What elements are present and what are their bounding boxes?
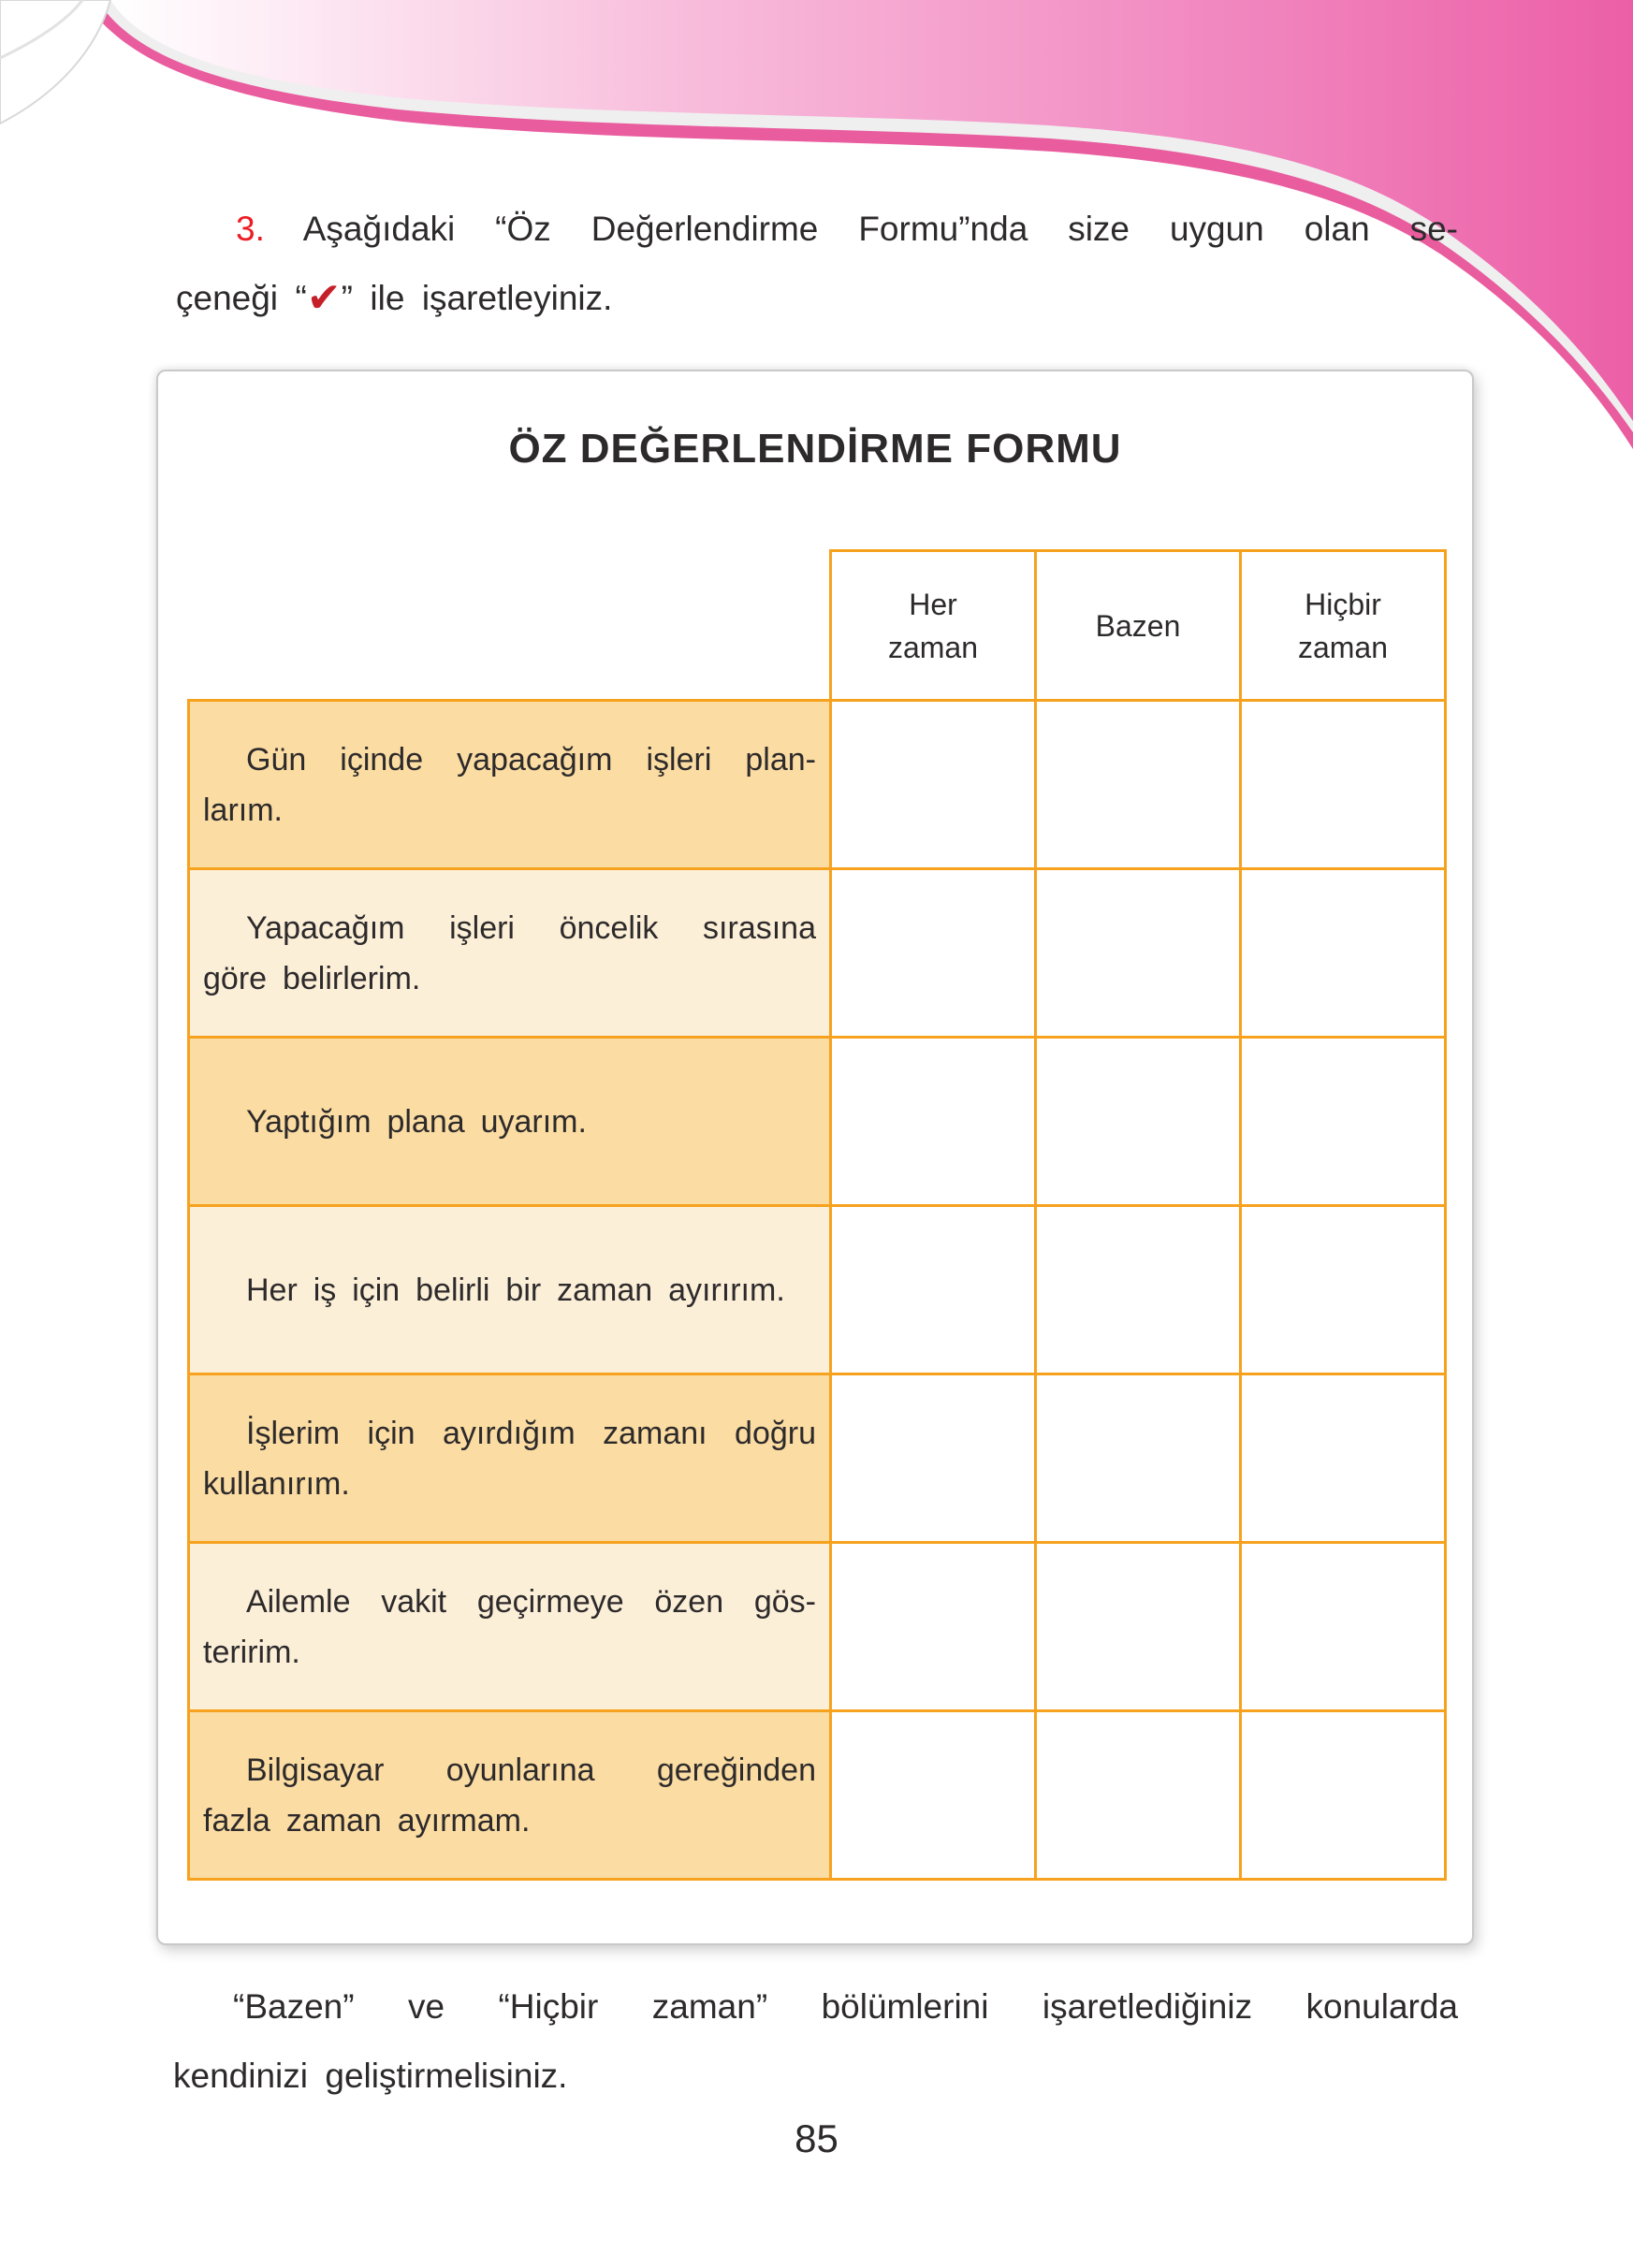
answer-cell-r2-hicbir-zaman[interactable]: [1241, 869, 1446, 1038]
evaluation-form-card: [156, 370, 1474, 1945]
answer-cell-r6-her-zaman[interactable]: [831, 1543, 1036, 1711]
instruction-paragraph: [176, 195, 1458, 333]
form-title: ÖZ DEĞERLENDİRME FORMU: [508, 426, 1122, 472]
statement-cell: Gün içinde yapacağım işleri plan- larım.: [189, 701, 831, 869]
column-header-her-zaman: Her zaman: [831, 551, 1036, 701]
statement-cell: Ailemle vakit geçirmeye özen gös- teririm.: [189, 1543, 831, 1711]
answer-cell-r7-her-zaman[interactable]: [831, 1711, 1036, 1880]
checkmark-icon: ✔: [306, 275, 342, 321]
table-row: [189, 1711, 1446, 1880]
corner-curl: [0, 0, 110, 124]
instruction-line-2: çeneği “✔” ile işaretleyiniz.: [176, 275, 613, 321]
answer-cell-r2-bazen[interactable]: [1036, 869, 1241, 1038]
table-row: [189, 1038, 1446, 1206]
question-number: 3.: [236, 210, 265, 248]
answer-cell-r5-bazen[interactable]: [1036, 1374, 1241, 1543]
table-row: [189, 1206, 1446, 1374]
answer-cell-r3-hicbir-zaman[interactable]: [1241, 1038, 1446, 1206]
answer-cell-r3-bazen[interactable]: [1036, 1038, 1241, 1206]
instruction-line-1: 3. Aşağıdaki “Öz Değerlendirme Formu”nda size uygun olan se-: [236, 210, 1458, 248]
answer-cell-r3-her-zaman[interactable]: [831, 1038, 1036, 1206]
answer-cell-r6-hicbir-zaman[interactable]: [1241, 1543, 1446, 1711]
column-header-hicbir-zaman: Hiçbir zaman: [1241, 551, 1446, 701]
answer-cell-r4-bazen[interactable]: [1036, 1206, 1241, 1374]
header-spacer: [189, 551, 831, 701]
statement-cell: Yaptığım plana uyarım.: [189, 1038, 831, 1206]
table-row: [189, 1543, 1446, 1711]
table-row: [189, 1374, 1446, 1543]
footer-note: [173, 1972, 1458, 2111]
statement-cell: Yapacağım işleri öncelik sırasına göre belirlerim.: [189, 869, 831, 1038]
footer-line-1: “Bazen” ve “Hiçbir zaman” bölümlerini işaretlediğiniz konularda: [233, 1987, 1458, 2026]
answer-cell-r5-hicbir-zaman[interactable]: [1241, 1374, 1446, 1543]
answer-cell-r4-hicbir-zaman[interactable]: [1241, 1206, 1446, 1374]
evaluation-table: [187, 549, 1447, 1881]
table-row: [189, 869, 1446, 1038]
column-header-bazen: Bazen: [1036, 551, 1241, 701]
answer-cell-r4-her-zaman[interactable]: [831, 1206, 1036, 1374]
statement-cell: İşlerim için ayırdığım zamanı doğru kullanırım.: [189, 1374, 831, 1543]
answer-cell-r2-her-zaman[interactable]: [831, 869, 1036, 1038]
statement-cell: Her iş için belirli bir zaman ayırırım.: [189, 1206, 831, 1374]
table-row: [189, 701, 1446, 869]
statement-cell: Bilgisayar oyunlarına gereğinden fazla zaman ayırmam.: [189, 1711, 831, 1880]
answer-cell-r1-hicbir-zaman[interactable]: [1241, 701, 1446, 869]
answer-cell-r7-bazen[interactable]: [1036, 1711, 1241, 1880]
footer-line-2: kendinizi geliştirmelisiniz.: [173, 2057, 568, 2095]
answer-cell-r1-her-zaman[interactable]: [831, 701, 1036, 869]
page-number: 85: [795, 2116, 838, 2160]
answer-cell-r1-bazen[interactable]: [1036, 701, 1241, 869]
answer-cell-r5-her-zaman[interactable]: [831, 1374, 1036, 1543]
answer-cell-r7-hicbir-zaman[interactable]: [1241, 1711, 1446, 1880]
answer-cell-r6-bazen[interactable]: [1036, 1543, 1241, 1711]
